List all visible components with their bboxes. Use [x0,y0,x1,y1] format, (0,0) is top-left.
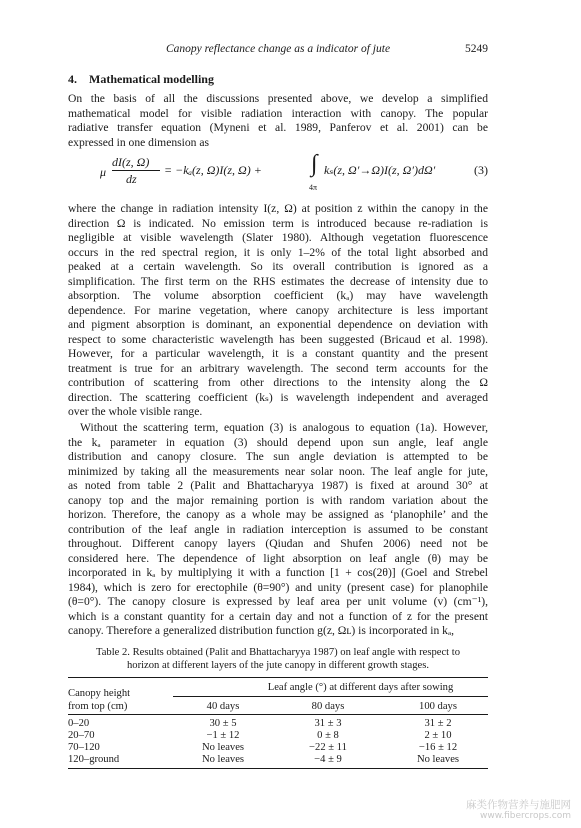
text-line: dependence. For marine vegetation, where canopy architecture is less important [68,303,488,317]
running-header [68,43,488,59]
equation-numerator: dI(z, Ω) [112,155,150,169]
text-line: incorporated in kₐ by multiplying it with a function [1 + cos(2θ)] (Goel and Strebel [68,566,488,579]
equation-denominator: dz [126,172,137,186]
text-line: horizon. Therefore, the canopy as a whole may be assigned as ‘planophile’ and the [68,508,488,521]
equation-number: (3) [474,163,488,177]
text-line: negligible at visible wavelength (Slater 1980). Although vegetation fluorescence [68,231,488,244]
cell-80-days: −4 ± 9 [314,754,342,765]
equation-rhs-scattering: kₛ(z, Ω′→Ω)I(z, Ω′)dΩ′ [324,163,436,177]
text-line: throughout. Different canopy layers (Qiudan and Shufen 2006) need not be [68,537,488,550]
integral-sign: ∫ [311,151,318,177]
text-line: peaked at a certain wavelength. So its overall contribution is ignored as a [68,260,488,273]
text-line: and pigment absorption is dominant, an exponential dependence on deviation with [68,318,488,331]
text-line: canopy top and the major remaining portion is with random variation about the [68,493,488,507]
cell-80-days: 0 ± 8 [317,730,339,741]
text-line: contribution of scattering from other directions to the intensity along the Ω [68,376,488,389]
running-title: Canopy reflectance change as a indicator of jute [165,43,391,55]
text-line: 1984), which is zero for erectophile (θ=90°) and unity (present case) for planophile [68,580,488,594]
cell-100-days: −16 ± 12 [418,742,458,753]
row-header-line-1: Canopy height [68,688,131,699]
equation-rhs-absorption: = −kₐ(z, Ω)I(z, Ω) + [164,163,262,177]
integral-domain: 4π [309,183,318,192]
text-line: considered here. The dependence of light absorption on leaf angle (θ) may be [68,551,488,565]
section-number: 4. [68,72,77,86]
text-line: over the whole visible range. [68,405,203,418]
site-watermark [466,800,571,822]
cell-80-days: −22 ± 11 [309,742,347,753]
cell-height: 0–20 [68,718,90,729]
cell-100-days: 2 ± 10 [424,730,452,741]
caption-line: Table 2. Results obtained (Palit and Bhattacharyya 1987) on leaf angle with respect to [95,647,461,658]
equation-3 [100,153,488,197]
text-line: respect to some characteristic wavelength has been suggested (Bricaud et al. 1998). [68,332,488,346]
cell-40-days: −1 ± 12 [206,730,240,741]
text-line: occurs in the red spectral region, it is only 1–2% of the total light absorbed and [68,245,488,259]
text-line: On the basis of all the discussions presented above, we develop a simplified [68,92,488,105]
text-line: absorption. The volume absorption coefficient (kₐ) may have wavelength [68,289,488,302]
text-line: which is a constant quantity for a certain day and not a function of z for the present [68,609,488,623]
column-header-100-days: 100 days [419,701,457,712]
cell-80-days: 31 ± 3 [314,718,342,729]
watermark-url: www.fibercrops.com [480,811,571,821]
text-line: where the change in radiation intensity I(z, Ω) at position z within the canopy in the [68,202,488,215]
cell-40-days: No leaves [201,754,245,765]
table-bottom-rule [68,768,488,769]
paragraph-intro [68,92,488,150]
text-line: However, for a particular wavelength, it is a constant quantity and the present [68,347,488,360]
cell-height: 20–70 [68,730,95,741]
text-line: direction. The scattering coefficient (kₛ) is wavelength independent and averaged [68,390,488,404]
section-title: Mathematical modelling [89,72,214,86]
table-caption [68,646,488,672]
text-line: Without the scattering term, equation (3) is analogous to equation (1a). However, [80,421,488,434]
section-heading [68,72,214,87]
text-line: canopy. Therefore a generalized distribution function g(z, Ωʟ) is incorporated in kₐ, [68,624,455,637]
text-line: (θ=0°). The canopy closure is expressed by leaf area per unit volume (v) (cm⁻¹), [68,595,488,608]
paragraph-leaf-angle [68,421,488,639]
text-line: direction Ω is indicated. No emission term is introduced because re-radiation is [68,216,488,230]
fraction-bar [112,170,160,171]
text-line: expressed in one dimension as [68,135,210,149]
text-line: distribution and canopy closure. The sun angle deviation is attempted to be [68,450,488,463]
column-header-40-days: 40 days [206,701,240,712]
text-line: as noted from table 2 (Palit and Bhattacharyya 1987) is fixed at around 30° at [68,479,488,492]
text-line: simplification. The first term on the RHS estimates the decrease of intensity due to [68,274,488,288]
cell-height: 120–ground [68,754,120,765]
text-line: the kₐ parameter in equation (3) should depend upon sun angle, leaf angle [68,435,488,449]
text-line: treatment is true for an arbitrary wavelength. The second term accounts for the [68,361,488,375]
group-header: Leaf angle (°) at different days after sowing [267,682,454,693]
row-header-line-2: from top (cm) [68,701,128,712]
text-line: minimized by taking all the measurements near solar noon. The leaf angle for jute, [68,464,488,478]
column-header-80-days: 80 days [311,701,345,712]
header-sub-rule [173,696,488,697]
table-top-rule [68,677,488,678]
watermark-name: 麻类作物营养与施肥网 [466,799,571,811]
cell-40-days: 30 ± 5 [209,718,237,729]
cell-100-days: 31 ± 2 [424,718,452,729]
page-number: 5249 [465,43,488,55]
header-bottom-rule [68,714,488,715]
text-line: mathematical model for visible radiation interaction with canopy. The popular [68,106,488,120]
text-line: radiative transfer equation (Myneni et al. 1989, Panferov et al. 2001) can be [68,121,488,134]
text-line: contribution of the leaf angle in radiation interception is assumed to be constant [68,522,488,536]
leaf-angle-table [68,680,488,770]
caption-line: horizon at different layers of the jute canopy in different growth stages. [126,660,430,671]
cell-40-days: No leaves [201,742,245,753]
equation-mu: μ [100,165,107,179]
cell-height: 70–120 [68,742,100,753]
paragraph-rte-explanation [68,202,488,420]
cell-100-days: No leaves [416,754,460,765]
